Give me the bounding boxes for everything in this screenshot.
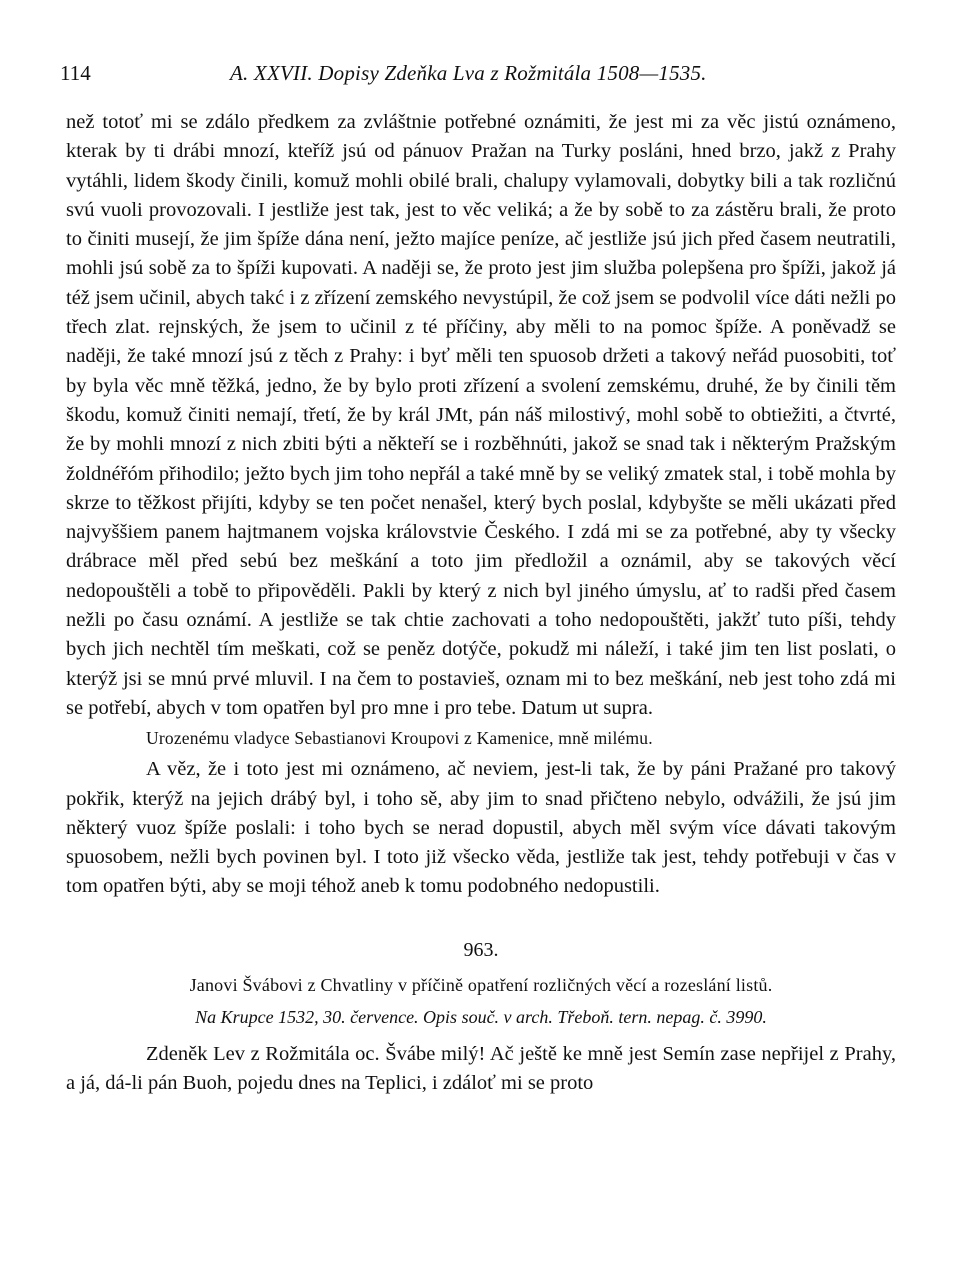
letter-962-body: než totoť mi se zdálo předkem za zvláštnie potřebné oznámiti, že jest mi za věc jistú oznámeno, kterak by ti drábi mnozí, kteříž jsú od pánuov Pražan na Turky posláni, hned brzo, jakž z Prahy vytáhli, lidem škody činili, komuž mohli obilé brali, chalupy vylamovali, dobytky bili a tak rozličnú svú vuoli provozovali. I jestliže jest tak, jest to věc veliká; a že by sobě to za zástěru brali, že proto to činiti musejí, že jim špíže dána není, ježto majíce peníze, ač jestliže jsú jich před časem neutratili, mohli jsú sobě za to špíži kupovati. A naději se, že proto jest jim služba polepšena pro špíži, jakož já též jsem učinil, abych takć i z zřízení zemského nevystúpil, že což jsem se podvolil více dáti nežli po třech zlat. rejnských, že jsem to učinil z té příčiny, aby měli to na pomoc špíže. A poněvadž se naději, že také mnozí jsú z těch z Prahy: i byť měli ten spuosob držeti a takový neřád puosobiti, toť by byla věc mně těžká, jedno, že by bylo proti zřízení a svolení zemskému, druhé, že by činili těm škodu, komuž činiti nemají, třetí, že by král JMt, pán náš milostivý, mohl sobě to obtiežiti, a čtvrté, že by mohli mnozí z nich zbiti býti a někteří se i rozběhnúti, jakož se snad tak i některým Pražským žoldnéřóm přihodilo; ježto bych jim toho nepřál a také mně by se veliký zmatek stal, i tobě mohla by skrze to těžkost přijíti, kdyby se ten počet nenašel, který bych poslal, kdybyšte se měli ukázati před najvyššiem panem hajtmanem vojska královstvie Českého. I zdá mi se za potřebné, aby ty všecky drábrace měl před sebú bez meškání a toto jim předložil a oznámil, aby se takových věcí nedopouštěli a tobě to připověděli. Pakli by který z nich byl jiného úmyslu, ať to radši před časem nežli po času oznámí. A jestliže se tak chtie zachovati a toho nedopouštěti, jakžť tuto píši, tehdy bych jich nechtěl tím meškati, což se peněz dotýče, pokudž mi náleží, i také jim ten list poslati, o kterýž jsi se mnú prvé mluvil. I na čem to postavieš, oznam mi to bez meškání, neb jest toho zdá mi se potřebí, abych v tom opatřen byl pro mne i pro tebe. Datum ut supra.: [66, 111, 896, 719]
main-text: [66, 108, 896, 1098]
page-header: [60, 58, 900, 88]
running-title: A. XXVII. Dopisy Zdeňka Lva z Rožmitála 1508—1535.: [230, 61, 707, 85]
document-number: 963.: [463, 938, 499, 961]
document-title: Janovi Švábovi z Chvatliny v příčině opatření rozličných věcí a rozeslání listů.: [189, 974, 773, 995]
letter-962-address: Urozenému vladyce Sebastianovi Kroupovi z Kamenice, mně milému.: [146, 728, 653, 749]
letter-963-opening: Zdeněk Lev z Rožmitála oc. Švábe milý! Ač ještě ke mně jest Semín zase nepřijel z Prahy, a já, dá-li pán Buoh, pojedu dnes na Teplici, i zdáloť mi se proto: [66, 1042, 896, 1095]
letter-962-postscript: A věz, že i toto jest mi oznámeno, ač neviem, jest-li tak, že by páni Pražané pro takový pokřik, kterýž na jejich drábý byl, i toho sě, aby jim to snad přičteno nebylo, odvážili, že jsú jim některý vuoz špíže poslali: i toho bych se nerad dopustil, abych měl svým více dávati takovým spuosobem, nežli bych povinen byl. I toto již všecko věda, jestliže tak jest, tehdy potřebuji v čas v tom opatřen býti, aby se moji téhož aneb k tomu podobného nedopustili.: [66, 758, 896, 898]
document-source: Na Krupce 1532, 30. července. Opis souč. v arch. Třeboň. tern. nepag. č. 3990.: [195, 1006, 767, 1027]
page-number: 114: [60, 61, 91, 85]
